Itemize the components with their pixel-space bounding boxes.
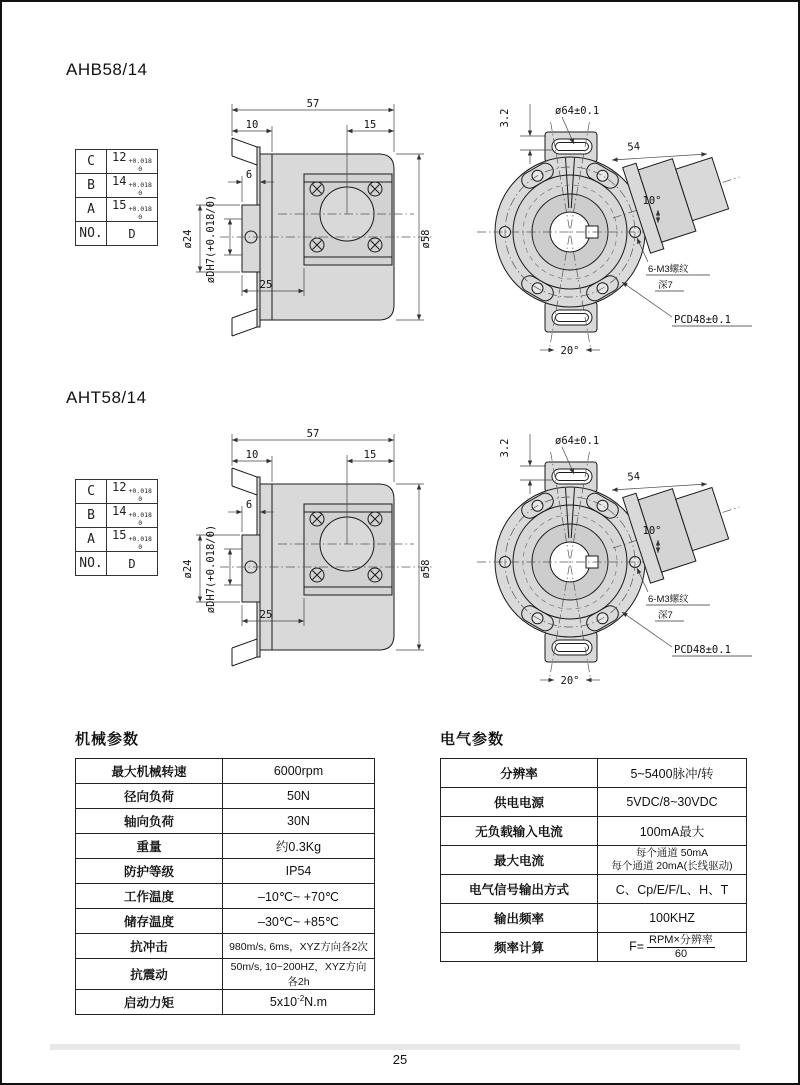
dim-key: B bbox=[76, 174, 107, 198]
dim-label-20deg: 20° bbox=[560, 675, 580, 687]
model-title-aht58: AHT58/14 bbox=[66, 388, 147, 407]
param-value: 100mA最大 bbox=[598, 817, 747, 846]
param-label: 抗震动 bbox=[76, 959, 223, 990]
dim-value: D bbox=[107, 222, 158, 246]
param-label: 输出频率 bbox=[441, 904, 598, 933]
param-value: 50m/s, 10~200HZ，XYZ方向各2h bbox=[223, 959, 375, 990]
dim-label-25: 25 bbox=[259, 279, 273, 291]
table-row bbox=[441, 817, 747, 846]
param-value: 约0.3Kg bbox=[223, 834, 375, 859]
dim-label-57: 57 bbox=[306, 98, 320, 110]
dim-label-54: 54 bbox=[627, 140, 641, 154]
model-title-ahb58: AHB58/14 bbox=[66, 60, 148, 79]
dim-key: NO. bbox=[76, 222, 107, 246]
mechanical-parameters-section bbox=[75, 728, 375, 1015]
depth-note: 深7 bbox=[658, 610, 673, 621]
table-row bbox=[76, 934, 375, 959]
dim-label-dh7: øDH7(+0.018/0) bbox=[205, 194, 217, 284]
table-row bbox=[76, 528, 158, 552]
param-label: 轴向负荷 bbox=[76, 809, 223, 834]
table-row bbox=[76, 174, 158, 198]
param-label: 最大电流 bbox=[441, 846, 598, 875]
table-row bbox=[441, 875, 747, 904]
dim-label-d58: ø58 bbox=[420, 229, 432, 249]
table-row bbox=[76, 198, 158, 222]
table-row bbox=[76, 834, 375, 859]
param-value: C、Cp/E/F/L、H、T bbox=[598, 875, 747, 904]
dim-key: C bbox=[76, 480, 107, 504]
dim-key: C bbox=[76, 150, 107, 174]
dim-value: D bbox=[107, 552, 158, 576]
tolerance: +0.018 0 bbox=[128, 487, 152, 503]
dim-label-10: 10 bbox=[245, 449, 259, 461]
dim-label-3-2: 3.2 bbox=[499, 438, 511, 458]
param-value: 6000rpm bbox=[223, 759, 375, 784]
param-label: 储存温度 bbox=[76, 909, 223, 934]
param-label: 径向负荷 bbox=[76, 784, 223, 809]
dim-label-10deg: 10° bbox=[642, 195, 662, 207]
footer-divider-bar bbox=[50, 1044, 740, 1050]
param-label: 供电电源 bbox=[441, 788, 598, 817]
table-row bbox=[76, 784, 375, 809]
table-row bbox=[76, 884, 375, 909]
dim-label-6: 6 bbox=[245, 169, 253, 181]
param-value: IP54 bbox=[223, 859, 375, 884]
table-row bbox=[76, 759, 375, 784]
param-value: 100KHZ bbox=[598, 904, 747, 933]
param-label: 启动力矩 bbox=[76, 990, 223, 1015]
drawing-group-ahb58 bbox=[2, 92, 800, 407]
param-value: F= $\frac{\text{RPM×分辨率}}{60}$ bbox=[598, 933, 747, 962]
param-value: 5~5400脉冲/转 bbox=[598, 759, 747, 788]
dim-label-25: 25 bbox=[259, 609, 273, 621]
dim-value: 15 +0.018 0 bbox=[107, 528, 158, 552]
param-label: 电气信号输出方式 bbox=[441, 875, 598, 904]
dim-label-pcd: PCD48±0.1 bbox=[674, 644, 731, 656]
dim-key: NO. bbox=[76, 552, 107, 576]
m3-hole bbox=[597, 170, 608, 181]
m3-hole bbox=[597, 500, 608, 511]
table-row bbox=[76, 150, 158, 174]
dim-value: 12 +0.018 0 bbox=[107, 150, 158, 174]
shaft-dimension-table bbox=[75, 479, 158, 576]
table-row bbox=[76, 959, 375, 990]
mechanical-parameters-table bbox=[75, 758, 375, 1015]
dim-label-57: 57 bbox=[306, 428, 320, 440]
table-row bbox=[76, 990, 375, 1015]
table-row bbox=[76, 809, 375, 834]
thread-note: 6-M3螺纹 bbox=[648, 264, 689, 275]
electrical-parameters-section bbox=[440, 728, 747, 962]
param-label: 工作温度 bbox=[76, 884, 223, 909]
dim-label-d64: ø64±0.1 bbox=[555, 435, 600, 447]
dim-label-d24: ø24 bbox=[182, 559, 194, 579]
param-value: –30℃~ +85℃ bbox=[223, 909, 375, 934]
param-label: 频率计算 bbox=[441, 933, 598, 962]
dim-value: 12 +0.018 0 bbox=[107, 480, 158, 504]
param-value: $5x10^{-2}N.m$ bbox=[223, 990, 375, 1015]
param-label: 最大机械转速 bbox=[76, 759, 223, 784]
param-label: 无负载输入电流 bbox=[441, 817, 598, 846]
param-value: –10℃~ +70℃ bbox=[223, 884, 375, 909]
dim-key: A bbox=[76, 528, 107, 552]
tolerance: +0.018 0 bbox=[128, 181, 152, 197]
dim-label-20deg: 20° bbox=[560, 345, 580, 357]
param-label: 分辨率 bbox=[441, 759, 598, 788]
table-row bbox=[76, 222, 158, 246]
dim-key: A bbox=[76, 198, 107, 222]
encoder-side-view-drawing bbox=[182, 92, 482, 377]
dim-label-10: 10 bbox=[245, 119, 259, 131]
dim-value: 14 +0.018 0 bbox=[107, 174, 158, 198]
dim-label-d24: ø24 bbox=[182, 229, 194, 249]
shaft-dimension-table bbox=[75, 149, 158, 246]
dim-label-dh7: øDH7(+0.018/0) bbox=[205, 524, 217, 614]
table-row bbox=[441, 846, 747, 875]
encoder-front-view-drawing bbox=[462, 92, 797, 382]
table-row bbox=[441, 788, 747, 817]
mechanical-parameters-title: 机械参数 bbox=[75, 731, 140, 748]
table-row bbox=[76, 480, 158, 504]
dim-value: 15 +0.018 0 bbox=[107, 198, 158, 222]
dim-key: B bbox=[76, 504, 107, 528]
electrical-parameters-table bbox=[440, 758, 747, 962]
dim-value: 14 +0.018 0 bbox=[107, 504, 158, 528]
tolerance: +0.018 0 bbox=[128, 157, 152, 173]
param-value: 30N bbox=[223, 809, 375, 834]
param-value: 5VDC/8~30VDC bbox=[598, 788, 747, 817]
table-row bbox=[441, 759, 747, 788]
table-row bbox=[76, 859, 375, 884]
dim-label-pcd: PCD48±0.1 bbox=[674, 314, 731, 326]
param-label: 重量 bbox=[76, 834, 223, 859]
thread-note: 6-M3螺纹 bbox=[648, 594, 689, 605]
table-row bbox=[441, 904, 747, 933]
dim-label-3-2: 3.2 bbox=[499, 108, 511, 128]
table-row bbox=[76, 909, 375, 934]
drawing-group-aht58 bbox=[2, 422, 800, 737]
encoder-front-view-drawing bbox=[462, 422, 797, 712]
dim-label-d64: ø64±0.1 bbox=[555, 105, 600, 117]
tolerance: +0.018 0 bbox=[128, 511, 152, 527]
dim-label-d58: ø58 bbox=[420, 559, 432, 579]
frequency-formula: $\frac{\text{RPM×分辨率}}{60}$ bbox=[649, 933, 713, 960]
dim-label-15: 15 bbox=[363, 119, 377, 131]
electrical-parameters-title: 电气参数 bbox=[440, 731, 505, 748]
param-label: 抗冲击 bbox=[76, 934, 223, 959]
tolerance: +0.018 0 bbox=[128, 535, 152, 551]
depth-note: 深7 bbox=[658, 280, 673, 291]
table-row bbox=[76, 504, 158, 528]
dim-label-15: 15 bbox=[363, 449, 377, 461]
param-value: 50N bbox=[223, 784, 375, 809]
dim-label-54: 54 bbox=[627, 470, 641, 484]
encoder-side-view-drawing bbox=[182, 422, 482, 707]
page-number: 25 bbox=[392, 1052, 408, 1067]
tolerance: +0.018 0 bbox=[128, 205, 152, 221]
table-row bbox=[76, 552, 158, 576]
table-row bbox=[441, 933, 747, 962]
dim-label-6: 6 bbox=[245, 499, 253, 511]
param-value: 每个通道 50mA 每个通道 20mA(长线驱动) bbox=[598, 846, 747, 875]
param-value: 980m/s, 6ms，XYZ方向各2次 bbox=[223, 934, 375, 959]
param-label: 防护等级 bbox=[76, 859, 223, 884]
dim-label-10deg: 10° bbox=[642, 525, 662, 537]
